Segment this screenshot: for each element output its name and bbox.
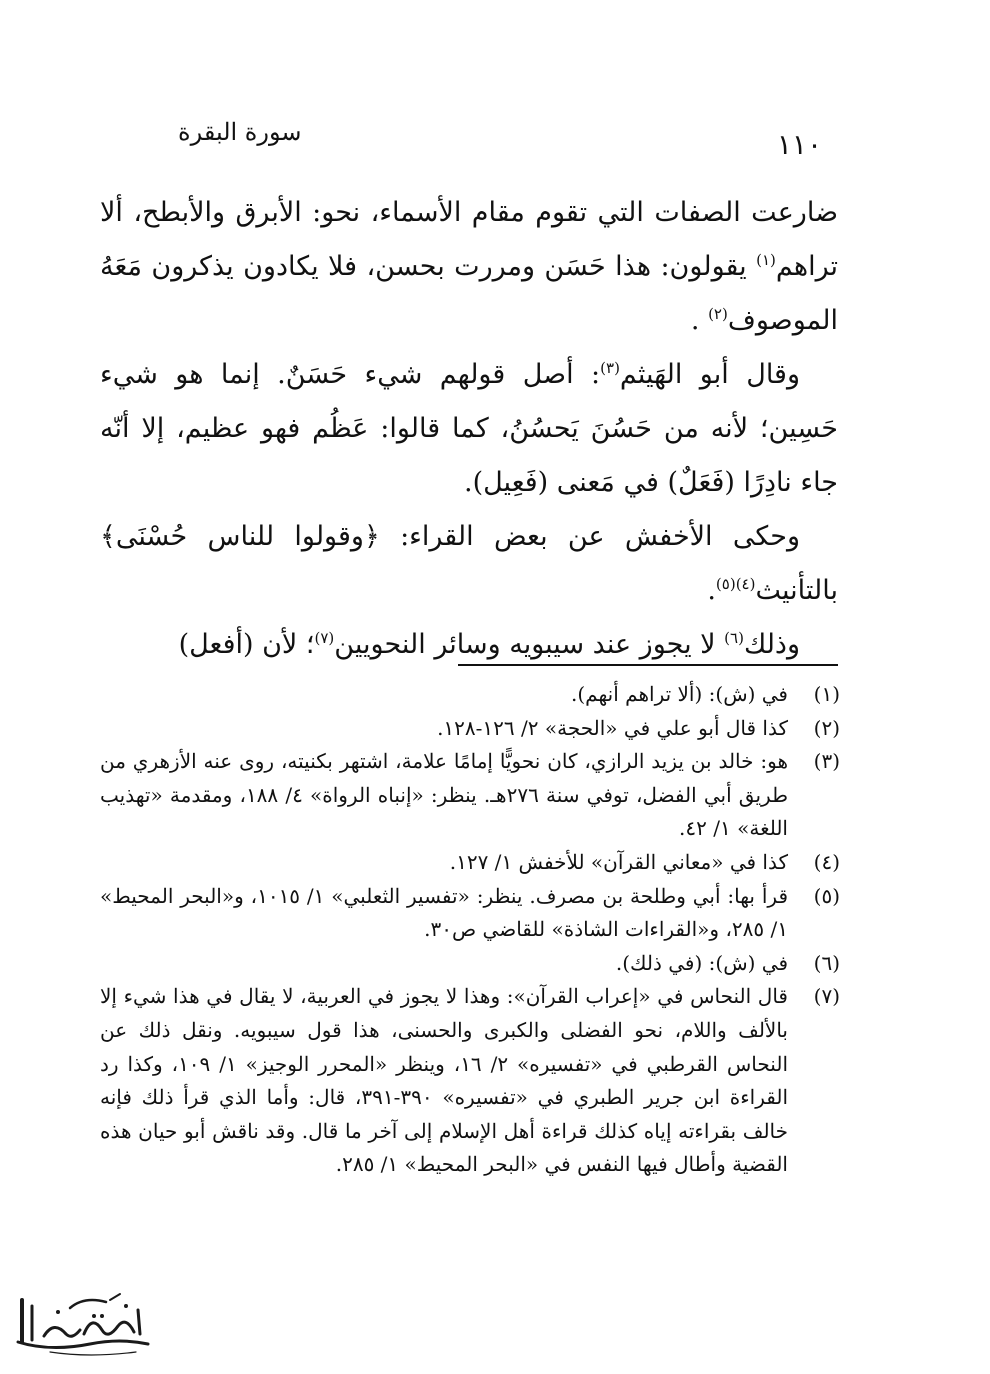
footnote-ref-6[interactable]: (٦) — [724, 629, 744, 647]
footnote-2 — [100, 712, 840, 746]
paragraph-text: ضارعت الصفات التي تقوم مقام الأسماء، نحو: الأبرق والأبطح، ألا تراهم — [100, 197, 838, 282]
footnote-separator-rule — [458, 664, 838, 666]
paragraph-3 — [100, 510, 838, 618]
footnote-3 — [100, 745, 840, 846]
footnote-text: كذا في «معاني القرآن» للأخفش ١/ ١٢٧. — [449, 849, 788, 874]
footnote-number: (٤) — [813, 849, 840, 874]
footnote-text: كذا قال أبو علي في «الحجة» ٢/ ١٢٦-١٢٨. — [437, 715, 788, 740]
footnote-ref-4[interactable]: (٤) — [735, 575, 756, 593]
footnote-1 — [100, 678, 840, 712]
paragraph-text: وذلك — [743, 629, 800, 660]
main-text-body — [100, 186, 838, 672]
footnote-number: (١) — [813, 682, 840, 706]
paragraph-text: . — [707, 575, 716, 606]
paragraph-text: وحكى الأخفش عن بعض القراء: ﴿وقولوا للناس حُسْنَى﴾ بالتأنيث — [100, 521, 838, 606]
calligraphy-logo-watermark — [10, 1290, 160, 1360]
paragraph-text: ؛ لأن (أفعل) — [178, 629, 315, 660]
paragraph-text: لا يجوز عند سيبويه وسائر النحويين — [334, 629, 725, 660]
footnote-ref-1[interactable]: (١) — [756, 251, 776, 269]
footnote-text: في (ش): (ألا تراهم أنهم). — [570, 682, 788, 706]
footnote-ref-7[interactable]: (٧) — [314, 629, 335, 647]
paragraph-2 — [100, 348, 838, 510]
paragraph-text: : أصل قولهم شيء حَسَنٌ. إنما هو شيء حَسِين؛ لأنه من حَسُنَ يَحسُنُ، كما قالوا: عَظُم فهو عظيم، إلا أنّه جاء نادِرًا (فَعَلٌ) في مَعنى (فَعِيل). — [100, 359, 838, 498]
footnote-text: قال النحاس في «إعراب القرآن»: وهذا لا يجوز في العربية، لا يقال في هذا شيء إلا بالألف واللام، نحو الفضلى والكبرى والحسنى، هذا قول سيبويه. ونقل ذلك عن النحاس القرطبي في «تفسيره» ٢/ ١٦، وينظر «المحرر الوجيز» ١/ ١٠٩، وكذا رد القراءة ابن جرير الطبري في «تفسيره» ٣٩٠-٣٩١، قال: وأما الذي قرأ ذلك فإنه خالف بقراءته إياه كذلك قراءة أهل الإسلام إلى آخر ما قال. وقد ناقش أبو حيان هذه القضية وأطال فيها النفس في «البحر المحيط» ١/ ٢٨٥. — [100, 984, 788, 1177]
paragraph-text: . — [690, 305, 709, 336]
footnote-text: في (ش): (في ذلك). — [615, 950, 788, 975]
paragraph-1 — [100, 186, 838, 348]
footnote-5 — [100, 880, 840, 947]
footnote-number: (٣) — [813, 749, 840, 774]
footnote-ref-3[interactable]: (٣) — [600, 359, 620, 377]
paragraph-text: وقال أبو الهَيثم — [619, 359, 800, 390]
footnote-number: (٦) — [813, 950, 840, 975]
running-header-title: سورة البقرة — [178, 118, 302, 146]
footnote-7 — [100, 980, 840, 1182]
footnotes-section — [100, 678, 840, 1182]
footnote-number: (٥) — [813, 883, 840, 908]
paragraph-text: يقولون: هذا حَسَن ومررت بحسن، فلا يكادون يذكرون مَعَهُ الموصوف — [100, 251, 838, 336]
footnote-number: (٢) — [813, 715, 840, 740]
footnote-ref-2[interactable]: (٢) — [708, 305, 728, 323]
footnote-ref-5[interactable]: (٥) — [715, 575, 736, 593]
footnote-4 — [100, 846, 840, 880]
footnote-6 — [100, 947, 840, 981]
footnote-text: هو: خالد بن يزيد الرازي، كان نحويًّا إمامًا علامة، اشتهر بكنيته، روى عنه الأزهري من طريق أبي الفضل، توفي سنة ٢٧٦هـ. ينظر: «إنباه الرواة» ٤/ ١٨٨، ومقدمة «تهذيب اللغة» ١/ ٤٢. — [100, 749, 788, 841]
page-number: ١١٠ — [776, 128, 822, 161]
footnote-text: قرأ بها: أبي وطلحة بن مصرف. ينظر: «تفسير الثعلبي» ١/ ١٠١٥، و«البحر المحيط» ١/ ٢٨٥، و«القراءات الشاذة» للقاضي ص٣٠. — [100, 883, 788, 942]
footnote-number: (٧) — [813, 984, 840, 1009]
